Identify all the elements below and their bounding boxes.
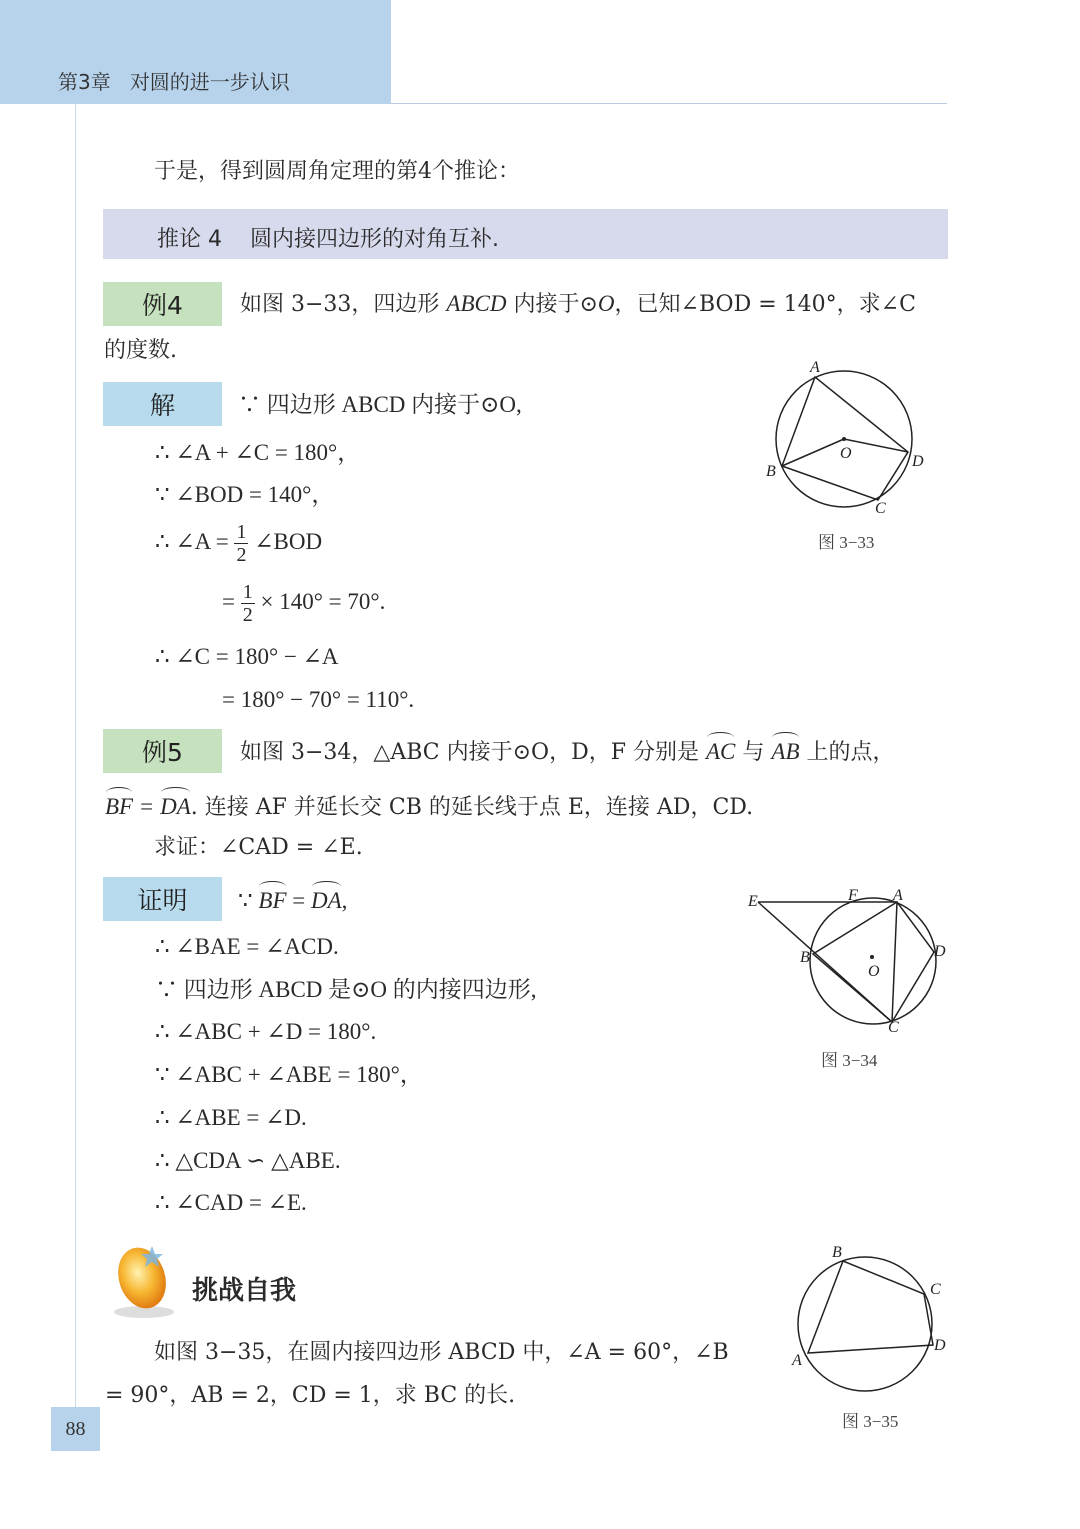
example4-line1-pre: 如图 3−33，四边形 [240, 292, 440, 317]
fig34-label-a: A [893, 887, 903, 904]
example4-given: ，已知∠BOD = 140°，求∠C [614, 292, 916, 317]
fraction-half-2 [241, 582, 255, 625]
example4-tag: 例4 [103, 282, 222, 326]
proof5-line1-post: , [341, 888, 348, 913]
challenge-title: 挑战自我 [192, 1276, 297, 1306]
figure-3-33 [760, 356, 930, 556]
example4-quad: ABCD [446, 291, 507, 316]
solution4-tag: 解 [103, 382, 222, 426]
fig35-caption: 图 3−35 [842, 1412, 899, 1431]
fig34-quadrilateral [813, 902, 934, 1022]
fig33-label-c: C [875, 500, 886, 517]
figure-3-34 [744, 884, 950, 1040]
fig35-label-c: C [930, 1281, 941, 1298]
page-number: 88 [51, 1407, 100, 1451]
example5-eq: = [140, 794, 154, 819]
fig35-circle [798, 1257, 932, 1391]
solution4-line5-pre: = [222, 588, 235, 614]
solution4-line5 [222, 582, 385, 625]
fig34-label-o: O [868, 963, 880, 980]
proof-arc-bf: BF [258, 888, 287, 913]
proof5-line1-pre: ∵ [238, 888, 253, 913]
fig35-label-b: B [832, 1244, 842, 1261]
proof5-line5: ∵ ∠ABC + ∠ABE = 180°， [155, 1062, 423, 1087]
proof-arc-da: DA [310, 888, 342, 913]
fig33-label-a: A [810, 359, 820, 376]
fraction-denominator: 2 [236, 544, 247, 566]
example5-line2 [105, 795, 753, 819]
challenge-line1: 如图 3−35，在圆内接四边形 ABCD 中，∠A = 60°，∠B [154, 1340, 729, 1365]
solution4-line6: ∴ ∠C = 180° − ∠A [155, 644, 339, 669]
example4-o: O [597, 291, 615, 316]
solution4-line3: ∵ ∠BOD = 140°， [155, 482, 335, 507]
fig33-center [842, 437, 846, 441]
fig33-od [844, 439, 908, 452]
chapter-name: 对圆的进一步认识 [129, 70, 290, 94]
example5-line2-post: . 连接 AF 并延长交 CB 的延长线于点 E，连接 AD，CD. [190, 795, 754, 820]
fig34-label-e: E [748, 893, 758, 910]
fraction-denominator-2: 2 [242, 604, 253, 626]
corollary [157, 222, 499, 253]
example5-tag: 例5 [103, 729, 222, 773]
fraction-numerator-2: 1 [242, 581, 253, 603]
proof5-line1 [238, 889, 347, 912]
solution4-line5-post: × 140° = 70°. [260, 588, 386, 614]
fig34-label-b: B [800, 949, 810, 966]
example4-line1 [240, 292, 916, 316]
header-rule [391, 103, 947, 104]
fraction-half [234, 522, 248, 565]
example4-line2: 的度数. [104, 338, 177, 363]
solution4-line2: ∴ ∠A + ∠C = 180°， [155, 440, 361, 465]
example5-line1-pre: 如图 3−34，△ABC 内接于⊙O，D，F 分别是 [240, 740, 699, 765]
proof5-line4: ∴ ∠ABC + ∠D = 180°. [155, 1019, 377, 1044]
fig35-label-a: A [792, 1352, 802, 1369]
challenge-badge-icon [102, 1240, 182, 1322]
corollary-label: 推论 4 [157, 227, 222, 252]
figure-3-35 [788, 1240, 950, 1400]
example5-line1 [240, 740, 895, 764]
challenge-line2: = 90°，AB = 2，CD = 1，求 BC 的长. [105, 1383, 516, 1408]
arc-ab: AB [771, 739, 800, 764]
proof5-line3: ∵ 四边形 ABCD 是⊙O 的内接四边形, [155, 977, 537, 1002]
fig35-quadrilateral [808, 1261, 933, 1353]
chapter-title [58, 66, 290, 95]
example5-prove: 求证：∠CAD = ∠E. [154, 835, 363, 860]
proof5-line6: ∴ ∠ABE = ∠D. [155, 1105, 307, 1130]
fig33-caption: 图 3−33 [818, 533, 875, 552]
arc-ac: AC [706, 739, 736, 764]
proof5-line8: ∴ ∠CAD = ∠E. [155, 1190, 307, 1215]
margin-rule [75, 104, 76, 1410]
proof5-line7: ∴ △CDA ∽ △ABE. [155, 1148, 341, 1173]
proof5-eq: = [292, 888, 306, 913]
solution4-line4-pre: ∴ ∠A = [155, 528, 229, 554]
fig34-label-f: F [848, 887, 858, 904]
solution4-line1: ∵ 四边形 ABCD 内接于⊙O, [238, 392, 522, 417]
fig34-center [870, 955, 874, 959]
arc-da: DA [160, 794, 191, 819]
intro-text: 于是，得到圆周角定理的第4个推论： [154, 159, 520, 184]
fig35-label-d: D [934, 1337, 946, 1354]
fig34-line-ac [892, 902, 897, 1022]
example4-line1-mid: 内接于⊙ [513, 292, 598, 317]
solution4-line7: = 180° − 70° = 110°. [222, 687, 415, 712]
proof5-line2: ∴ ∠BAE = ∠ACD. [155, 934, 339, 959]
proof5-tag: 证明 [103, 877, 222, 921]
fig34-caption: 图 3−34 [821, 1051, 878, 1070]
example5-line1-mid: 与 [742, 740, 765, 765]
chapter-number: 第3章 [58, 70, 111, 94]
fraction-numerator: 1 [236, 521, 247, 543]
fig34-label-d: D [934, 943, 946, 960]
fig34-label-c: C [888, 1019, 899, 1036]
fig33-label-o: O [840, 445, 852, 462]
fig33-label-d: D [912, 453, 924, 470]
arc-bf: BF [105, 794, 134, 819]
solution4-line4 [155, 522, 322, 565]
solution4-line4-post: ∠BOD [254, 528, 323, 554]
example5-line1-post: 上的点， [806, 740, 895, 765]
corollary-statement: 圆内接四边形的对角互补. [249, 227, 499, 252]
fig33-label-b: B [766, 463, 776, 480]
